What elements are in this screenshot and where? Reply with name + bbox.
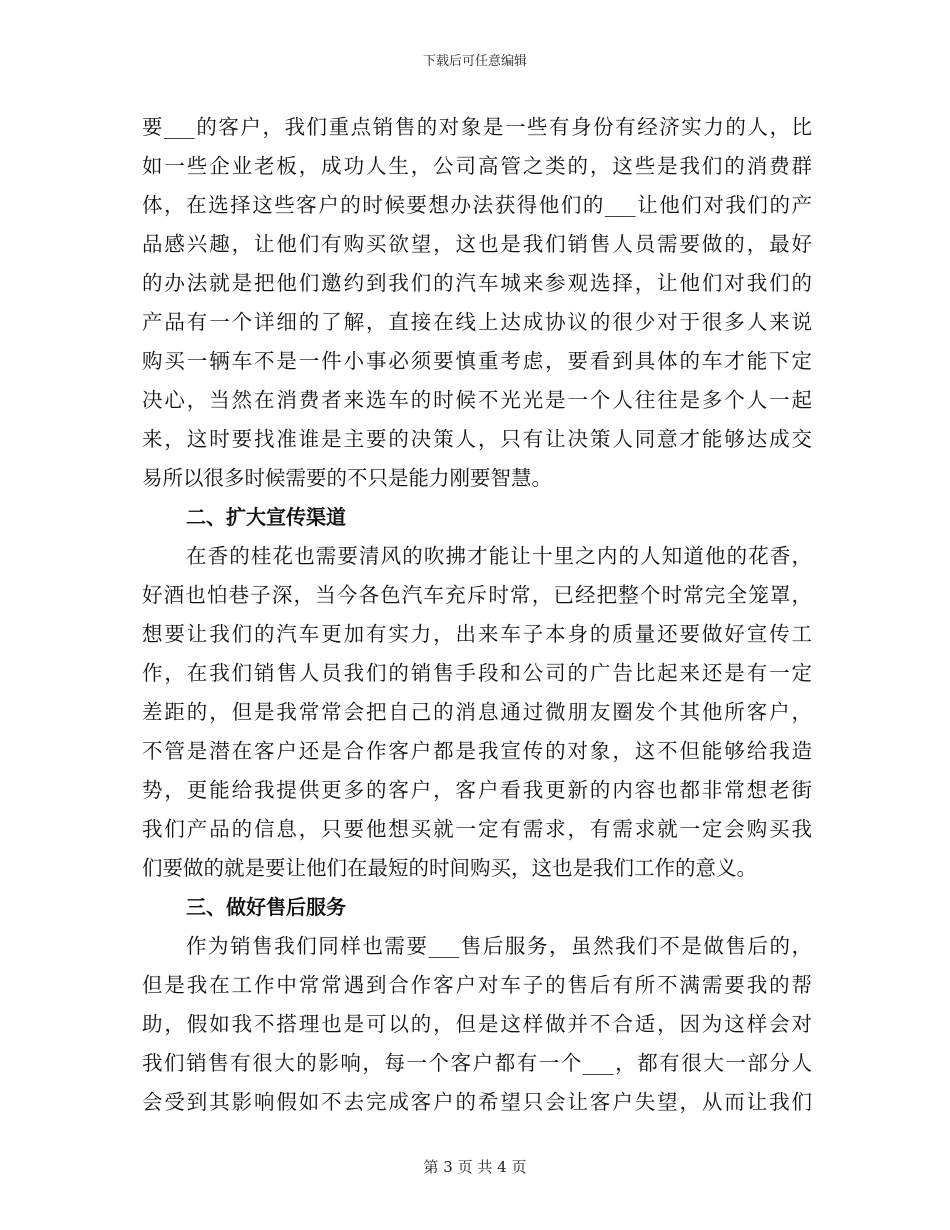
text-line: 产品有一个详细的了解，直接在线上达成协议的很少对于很多人来说 [142, 310, 812, 334]
text-line: 但是我在工作中常常遇到合作客户对车子的售后有所不满需要我的帮 [142, 973, 812, 997]
paragraph-publicity [142, 537, 812, 888]
text-line: 我们产品的信息，只要他想买就一定有需求，有需求就一定会购买我 [142, 817, 812, 841]
text-line: 们要做的就是要让他们在最短的时间购买，这也是我们工作的意义。 [142, 856, 757, 880]
section-heading-publicity: 二、扩大宣传渠道 [186, 505, 346, 529]
text-line: 不管是潜在客户还是合作客户都是我宣传的对象，这不但能够给我造 [142, 739, 812, 763]
text-line: 在香的桂花也需要清风的吹拂才能让十里之内的人知道他的花香， [186, 544, 812, 568]
text-line: 作，在我们销售人员我们的销售手段和公司的广告比起来还是有一定 [142, 661, 812, 685]
text-line: 购买一辆车不是一件小事必须要慎重考虑，要看到具体的车才能下定 [142, 349, 812, 373]
page-number-footer: 第 3 页 共 4 页 [423, 1158, 527, 1176]
page-header-note: 下载后可任意编辑 [422, 54, 527, 69]
document-body [142, 108, 812, 1122]
text-line: 想要让我们的汽车更加有实力，出来车子本身的质量还要做好宣传工 [142, 622, 812, 646]
text-line: 决心，当然在消费者来选车的时候不光光是一个人往往是多个人一起 [142, 388, 812, 412]
text-line: 差距的，但是我常常会把自己的消息通过微朋友圈发个其他所客户， [142, 700, 812, 724]
text-line: 的办法就是把他们邀约到我们的汽车城来参观选择，让他们对我们的 [142, 271, 812, 295]
paragraph-after-sales [142, 927, 812, 1122]
text-line: 品感兴趣，让他们有购买欲望，这也是我们销售人员需要做的，最好 [142, 232, 812, 256]
section-heading-after-sales: 三、做好售后服务 [186, 895, 346, 919]
text-line: 会受到其影响假如不去完成客户的希望只会让客户失望，从而让我们 [142, 1090, 812, 1114]
text-line: 来，这时要找准谁是主要的决策人，只有让决策人同意才能够达成交 [142, 427, 812, 451]
text-line: 势，更能给我提供更多的客户，客户看我更新的内容也都非常想老街 [142, 778, 812, 802]
text-line: 要___的客户，我们重点销售的对象是一些有身份有经济实力的人，比 [142, 115, 812, 139]
text-line: 体，在选择这些客户的时候要想办法获得他们的___让他们对我们的产 [142, 193, 812, 217]
text-line: 我们销售有很大的影响，每一个客户都有一个___，都有很大一部分人 [142, 1051, 812, 1075]
text-line: 易所以很多时候需要的不只是能力刚要智慧。 [142, 466, 552, 490]
text-line: 好酒也怕巷子深，当今各色汽车充斥时常，已经把整个时常完全笼罩， [142, 583, 812, 607]
text-line: 作为销售我们同样也需要___售后服务，虽然我们不是做售后的， [186, 934, 812, 958]
text-line: 助，假如我不搭理也是可以的，但是这样做并不合适，因为这样会对 [142, 1012, 812, 1036]
paragraph-1 [142, 108, 812, 498]
text-line: 如一些企业老板，成功人生，公司高管之类的，这些是我们的消费群 [142, 154, 812, 178]
